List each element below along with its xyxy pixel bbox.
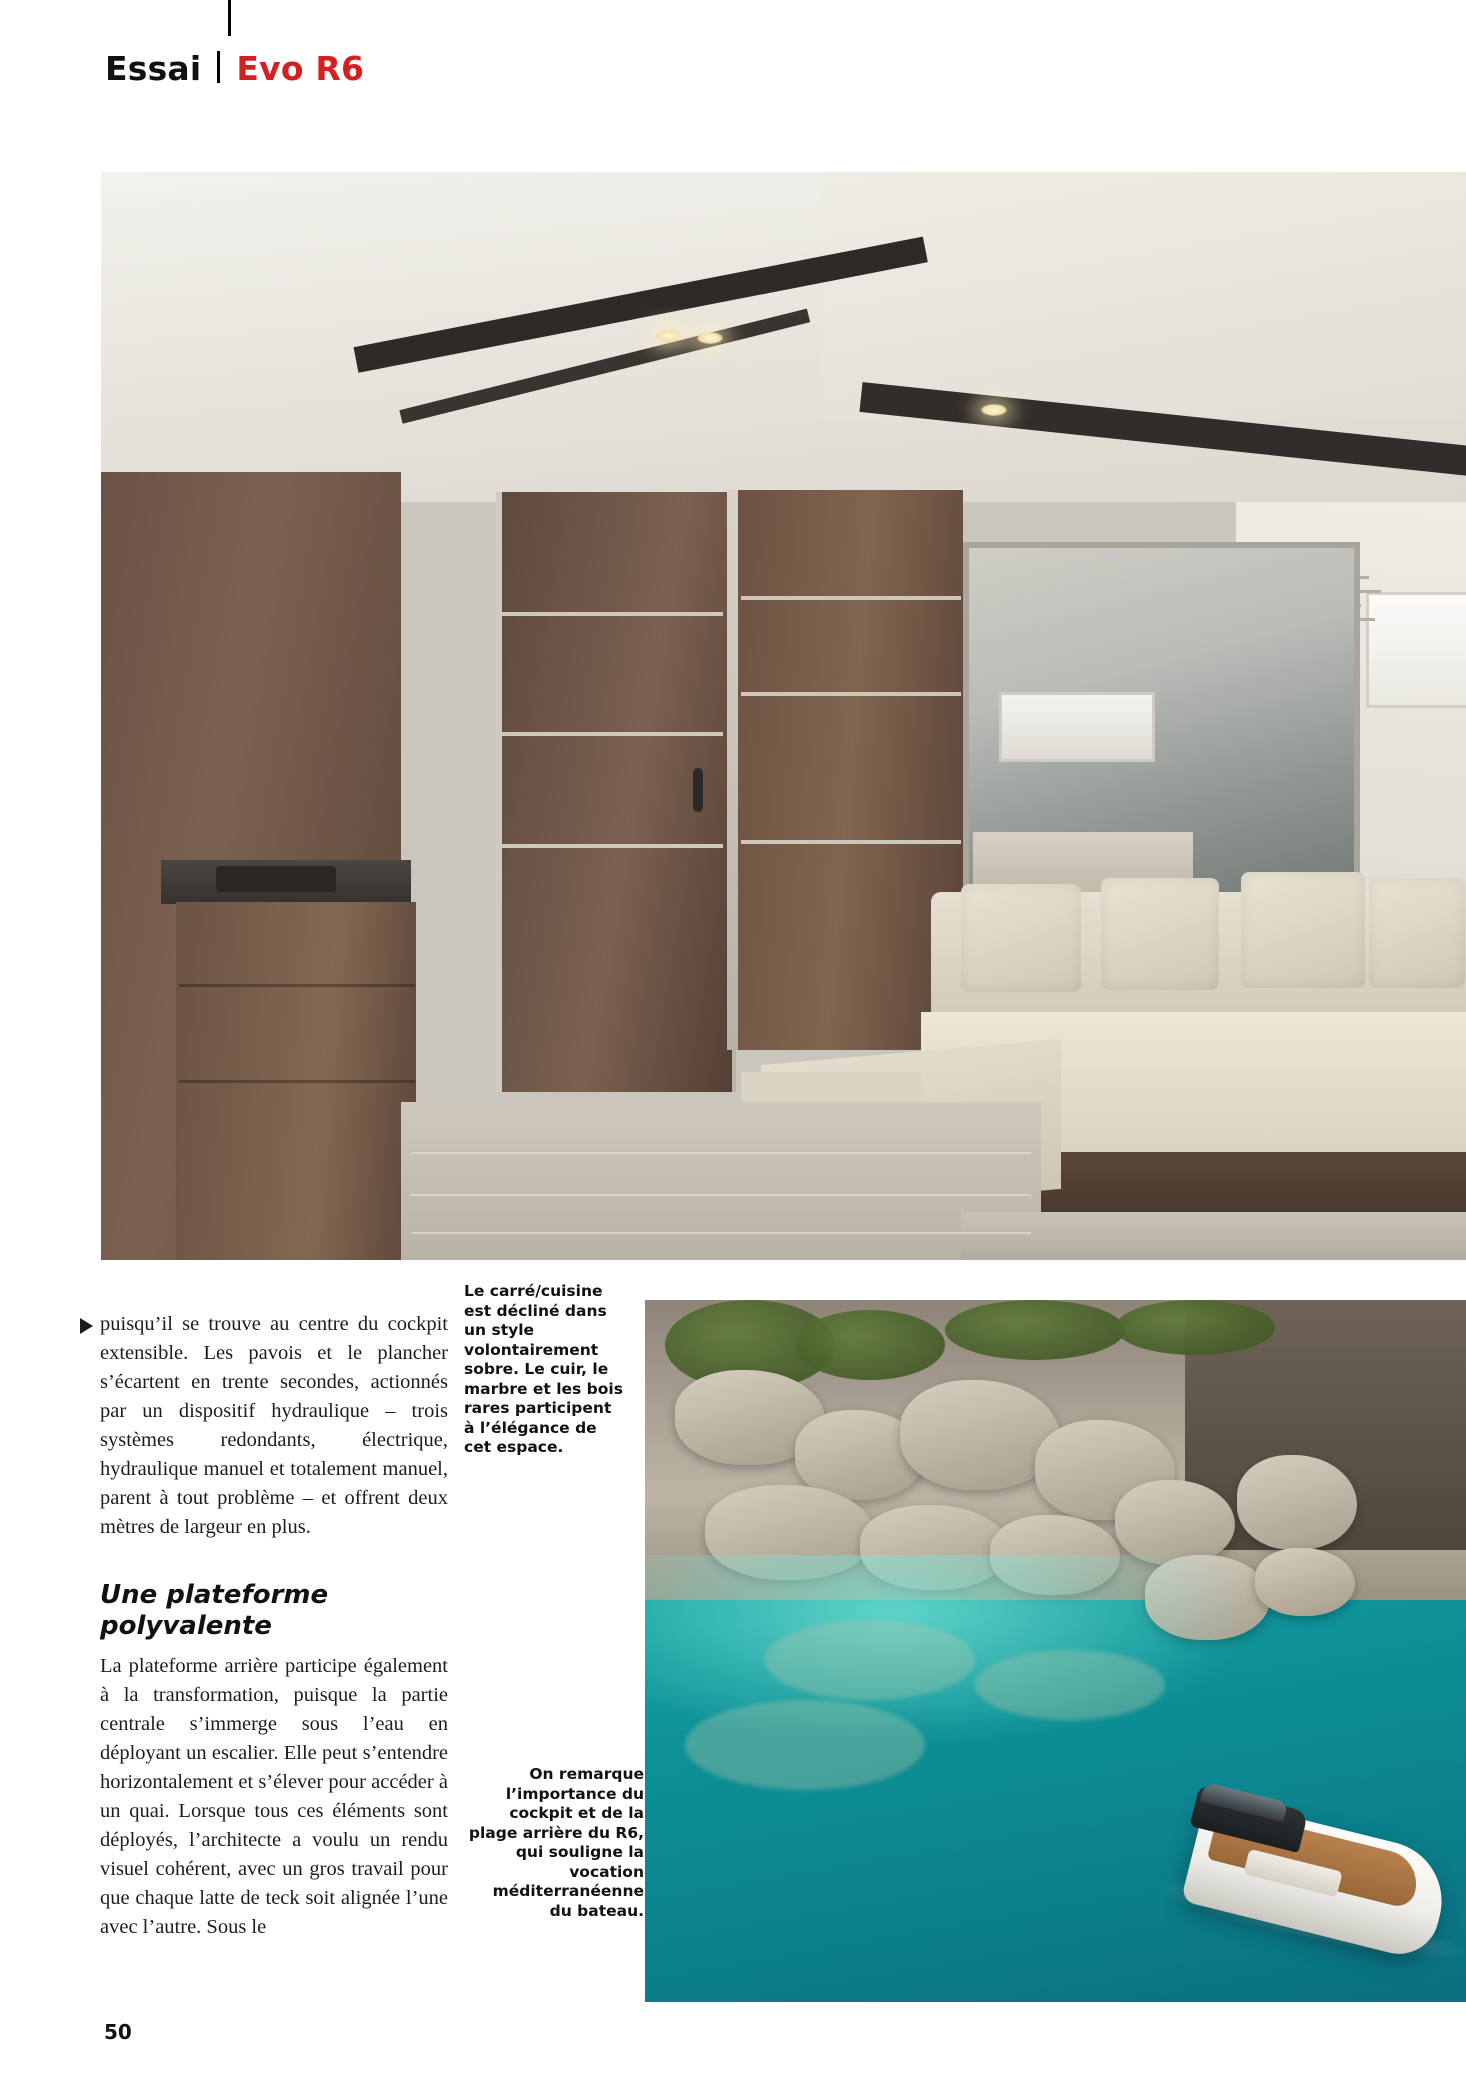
ceiling-panel	[821, 172, 1466, 422]
page-number: 50	[104, 2020, 132, 2044]
panel-seam	[741, 692, 961, 696]
ceiling-spotlight-icon	[697, 332, 723, 344]
cabin-floor-right	[961, 1212, 1466, 1260]
door-trim-line	[501, 612, 723, 616]
shore-vegetation	[1115, 1300, 1275, 1355]
panel-seam	[741, 840, 961, 844]
page-header	[105, 0, 705, 110]
throw-pillow	[1369, 878, 1465, 988]
body-paragraph-one: puisqu’il se trouve au centre du cockpit extensible. Les pavois et le plancher s’écartent en trente secondes, actionnés par un dispositif hydraulique – trois systèmes redondants, électrique, hydraulique manuel et totalement manuel, parent à tout problème – et offrent deux mètres de largeur en plus.	[100, 1313, 448, 1538]
galley-sink	[216, 866, 336, 892]
door-trim-line	[501, 844, 723, 848]
ceiling-spotlight-icon	[656, 330, 682, 342]
header-title-group	[105, 48, 364, 88]
floor-plank-line	[411, 1194, 1031, 1196]
throw-pillow	[1101, 878, 1219, 990]
bulkhead-wood-panel	[738, 490, 963, 1050]
shore-vegetation	[795, 1310, 945, 1380]
header-divider-rule	[228, 0, 231, 36]
throw-pillow	[961, 884, 1081, 992]
isolated-rock	[1255, 1548, 1355, 1616]
cabinet-seam	[179, 1080, 415, 1083]
interior-photo	[101, 172, 1466, 1260]
body-column-one	[100, 1310, 448, 1542]
body-column-two	[100, 1652, 448, 1942]
cabin-floor	[401, 1102, 1041, 1260]
floor-plank-line	[411, 1152, 1031, 1154]
floor-plank-line	[411, 1232, 1031, 1234]
door-handle	[693, 768, 703, 812]
submerged-rock	[975, 1650, 1165, 1720]
mirror-reflection-window	[999, 692, 1155, 762]
cabinet-seam	[179, 984, 415, 987]
header-section-label: Essai	[105, 49, 202, 88]
shore-boulder	[1115, 1480, 1235, 1565]
caption-sea: On remarque l’importance du cockpit et de la plage arrière du R6, qui souligne la vocation méditerranéenne du bateau.	[468, 1765, 644, 1920]
header-separator-icon	[217, 51, 220, 83]
paragraph-continuation-arrow-icon	[80, 1318, 93, 1334]
right-hull-window	[1366, 592, 1466, 708]
shore-boulder	[1237, 1455, 1357, 1550]
submerged-rock	[765, 1620, 975, 1700]
section-subheading: Une plateforme polyvalente	[100, 1580, 329, 1641]
ceiling-spotlight-icon	[981, 404, 1007, 416]
shore-vegetation	[945, 1300, 1125, 1360]
door-trim-line	[501, 732, 723, 736]
header-model-label: Evo R6	[236, 49, 365, 88]
caption-interior: Le carré/cuisine est décliné dans un style volontairement sobre. Le cuir, le marbre et les bois rares participent à l’élégance de cet espace.	[464, 1282, 623, 1456]
body-paragraph-two: La plateforme arrière participe également à la transformation, puisque la partie centrale s’immerge sous l’eau en déployant un escalier. Elle peut s’entendre horizontalement et s’élever pour accéder à un quai. Lorsque tous ces éléments sont déployés, l’architecte a voulu un rendu visuel cohérent, avec un gros travail pour que chaque latte de teck soit alignée l’une avec l’autre. Sous le	[100, 1655, 448, 1938]
submerged-rock	[685, 1700, 925, 1790]
throw-pillow	[1241, 872, 1365, 988]
panel-seam	[741, 596, 961, 600]
sea-photo	[645, 1300, 1466, 2002]
